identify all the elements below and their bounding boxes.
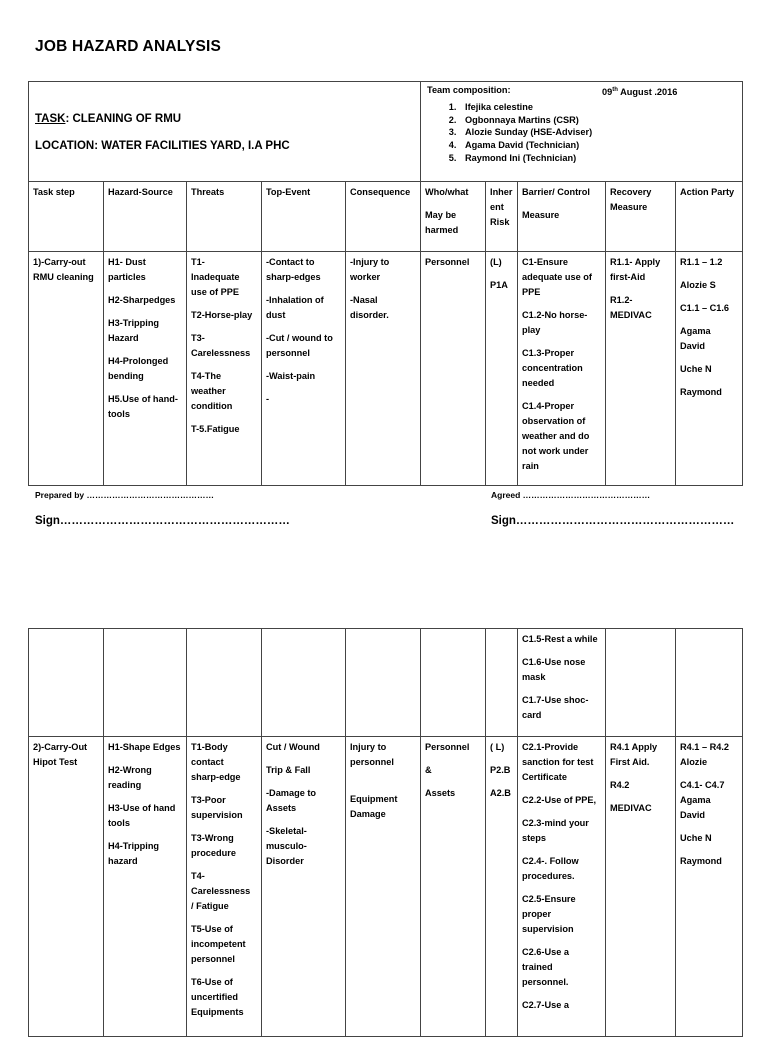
- agreed-by: Agreed ………………………………………: [491, 490, 651, 500]
- row1-hazards: [104, 252, 187, 486]
- jha-table: [28, 81, 743, 486]
- cell-item: H2-Sharpedges: [108, 295, 176, 305]
- row1-who: Personnel: [421, 252, 486, 486]
- row2-barrier: [518, 737, 606, 1037]
- cell-item: MEDIVAC: [610, 803, 652, 813]
- cell-item: -Injury to worker: [350, 257, 390, 282]
- col-barrier: Barrier/ Control Measure: [518, 182, 606, 252]
- cell-item: &: [425, 765, 432, 775]
- cell-item: H4-Tripping hazard: [108, 841, 160, 866]
- cell-item: -Nasal disorder.: [350, 295, 389, 320]
- cell-item: C2.6-Use a trained personnel.: [522, 947, 569, 987]
- cell-item: Cut / Wound: [266, 742, 320, 752]
- task-location-cell: [29, 82, 421, 182]
- cell-item: H3-Use of hand tools: [108, 803, 176, 828]
- col-action-party: Action Party: [676, 182, 743, 252]
- team-member: 1. Ifejika celestine: [459, 101, 736, 114]
- cell-item: Personnel: [425, 742, 470, 752]
- cell-item: T5-Use of incompetent personnel: [191, 924, 246, 964]
- cell-item: -Inhalation of dust: [266, 295, 324, 320]
- cell-item: C1.7-Use shoc- card: [522, 695, 589, 720]
- cell-item: T3-Poor supervision: [191, 795, 243, 820]
- cont-empty-2: [104, 629, 187, 737]
- cell-item: T1-Body contact sharp-edge: [191, 742, 241, 782]
- row2-top-event: [262, 737, 346, 1037]
- cell-item: H3-Tripping Hazard: [108, 318, 160, 343]
- cell-line: RMU cleaning: [33, 272, 94, 282]
- col-threats: Threats: [187, 182, 262, 252]
- row2-consequence: [346, 737, 421, 1037]
- jha-table-continued: [28, 628, 743, 1037]
- cont-empty-1: [29, 629, 104, 737]
- team-member: 2. Ogbonnaya Martins (CSR): [459, 114, 736, 127]
- row2-hazards: [104, 737, 187, 1037]
- row1-recovery: [606, 252, 676, 486]
- cell-item: R4.1 Apply First Aid.: [610, 742, 658, 767]
- row2-who: [421, 737, 486, 1037]
- cell-item: -: [266, 394, 270, 404]
- cont-empty-5: [346, 629, 421, 737]
- row2-threats: [187, 737, 262, 1037]
- cell-item: C2.7-Use a: [522, 1000, 569, 1010]
- cell-item: C2.3-mind your steps: [522, 818, 589, 843]
- cell-line: 2)-Carry-Out: [33, 742, 88, 752]
- team-member: 4. Agama David (Technician): [459, 139, 736, 152]
- cell-item: C1.2-No horse- play: [522, 310, 588, 335]
- cont-barrier: [518, 629, 606, 737]
- cell-item: (L): [490, 257, 502, 267]
- cont-empty-9: [606, 629, 676, 737]
- col-who-what: Who/what May be harmed: [421, 182, 486, 252]
- cell-item: T3- Carelessness: [191, 333, 251, 358]
- cell-item: P1A: [490, 280, 508, 290]
- cell-item: -Skeletal- musculo- Disorder: [266, 826, 307, 866]
- cell-item: C2.2-Use of PPE,: [522, 795, 597, 805]
- cell-item: C2.4-. Follow procedures.: [522, 856, 579, 881]
- row2-action: [676, 737, 743, 1037]
- col-top-event: Top-Event: [262, 182, 346, 252]
- team-label: Team composition:: [427, 85, 511, 95]
- prepared-by: Prepared by ………………………………………: [35, 490, 214, 500]
- row2-recovery: [606, 737, 676, 1037]
- cell-item: H4-Prolonged bending: [108, 356, 169, 381]
- cell-item: R1.1 – 1.2: [680, 257, 723, 267]
- cell-item: T-5.Fatigue: [191, 424, 240, 434]
- row1-top-event: [262, 252, 346, 486]
- cell-item: Uche N: [680, 833, 712, 843]
- cell-item: T6-Use of uncertified Equipments: [191, 977, 244, 1017]
- row2-risk: [486, 737, 518, 1037]
- row1-threats: [187, 252, 262, 486]
- col-hazard-source: Hazard-Source: [104, 182, 187, 252]
- cell-item: C1.5-Rest a while: [522, 634, 598, 644]
- cell-item: Raymond: [680, 856, 722, 866]
- cell-item: C1.6-Use nose mask: [522, 657, 586, 682]
- cell-item: H1- Dust particles: [108, 257, 146, 282]
- cell-item: -Waist-pain: [266, 371, 316, 381]
- row1-action: [676, 252, 743, 486]
- cell-item: C2.5-Ensure proper supervision: [522, 894, 576, 934]
- cell-item: H1-Shape Edges: [108, 742, 181, 752]
- cell-item: T4-The weather condition: [191, 371, 233, 411]
- col-recovery: Recovery Measure: [606, 182, 676, 252]
- cont-empty-6: [421, 629, 486, 737]
- page-title: JOB HAZARD ANALYSIS: [35, 38, 222, 55]
- cell-item: Raymond: [680, 387, 722, 397]
- cell-item: Trip & Fall: [266, 765, 311, 775]
- date-text: 09th August .2016: [602, 87, 678, 98]
- cell-item: Uche N: [680, 364, 712, 374]
- cell-item: H5.Use of hand- tools: [108, 394, 178, 419]
- cont-empty-7: [486, 629, 518, 737]
- cell-item: P2.B: [490, 765, 511, 775]
- cell-item: T1- Inadequate use of PPE: [191, 257, 240, 297]
- cell-item: R4.1 – R4.2 Alozie: [680, 742, 730, 767]
- cell-item: C1.3-Proper concentration needed: [522, 348, 583, 388]
- cell-item: R4.2: [610, 780, 630, 790]
- team-member: 3. Alozie Sunday (HSE-Adviser): [459, 126, 736, 139]
- cell-item: -Contact to sharp-edges: [266, 257, 321, 282]
- cell-line: Hipot Test: [33, 757, 78, 767]
- cell-item: T3-Wrong procedure: [191, 833, 236, 858]
- cell-item: Injury to personnel: [350, 742, 394, 767]
- col-inherent-risk: Inher ent Risk: [486, 182, 518, 252]
- team-composition-cell: [421, 82, 743, 182]
- cell-item: R1.2- MEDIVAC: [610, 295, 652, 320]
- row1-consequence: [346, 252, 421, 486]
- cell-item: -Damage to Assets: [266, 788, 317, 813]
- cell-item: Equipment Damage: [350, 794, 398, 819]
- cont-empty-4: [262, 629, 346, 737]
- row1-task: [29, 252, 104, 486]
- cell-item: T4- Carelessness / Fatigue: [191, 871, 251, 911]
- row1-barrier: [518, 252, 606, 486]
- team-member: 5. Raymond Ini (Technician): [459, 152, 736, 165]
- cell-item: H2-Wrong reading: [108, 765, 152, 790]
- cell-item: Alozie S: [680, 280, 716, 290]
- cell-item: C2.1-Provide sanction for test Certificate: [522, 742, 594, 782]
- col-consequence: Consequence: [346, 182, 421, 252]
- cont-empty-3: [187, 629, 262, 737]
- cell-item: Assets: [425, 788, 456, 798]
- cell-item: T2-Horse-play: [191, 310, 253, 320]
- cell-line: 1)-Carry-out: [33, 257, 86, 267]
- cell-item: Agama David: [680, 326, 711, 351]
- cell-item: C1.4-Proper observation of weather and do not work under rain: [522, 401, 590, 471]
- cell-item: ( L): [490, 742, 505, 752]
- cell-item: C1-Ensure adequate use of PPE: [522, 257, 592, 297]
- col-task-step: Task step: [29, 182, 104, 252]
- row1-risk: [486, 252, 518, 486]
- cell-item: C1.1 – C1.6: [680, 303, 730, 313]
- cell-item: R1.1- Apply first-Aid: [610, 257, 661, 282]
- cell-item: A2.B: [490, 788, 511, 798]
- task-label: TASK: [35, 113, 66, 125]
- sign-right: Sign…………………………………………………: [491, 515, 735, 527]
- location-text: LOCATION: WATER FACILITIES YARD, I.A PHC: [35, 140, 290, 152]
- cont-empty-10: [676, 629, 743, 737]
- sign-left: Sign……………………………………………………: [35, 515, 290, 527]
- cell-item: C4.1- C4.7 Agama David: [680, 780, 725, 820]
- task-value: : CLEANING OF RMU: [65, 113, 182, 125]
- team-list: [427, 101, 736, 165]
- cell-item: -Cut / wound to personnel: [266, 333, 333, 358]
- row2-task: [29, 737, 104, 1037]
